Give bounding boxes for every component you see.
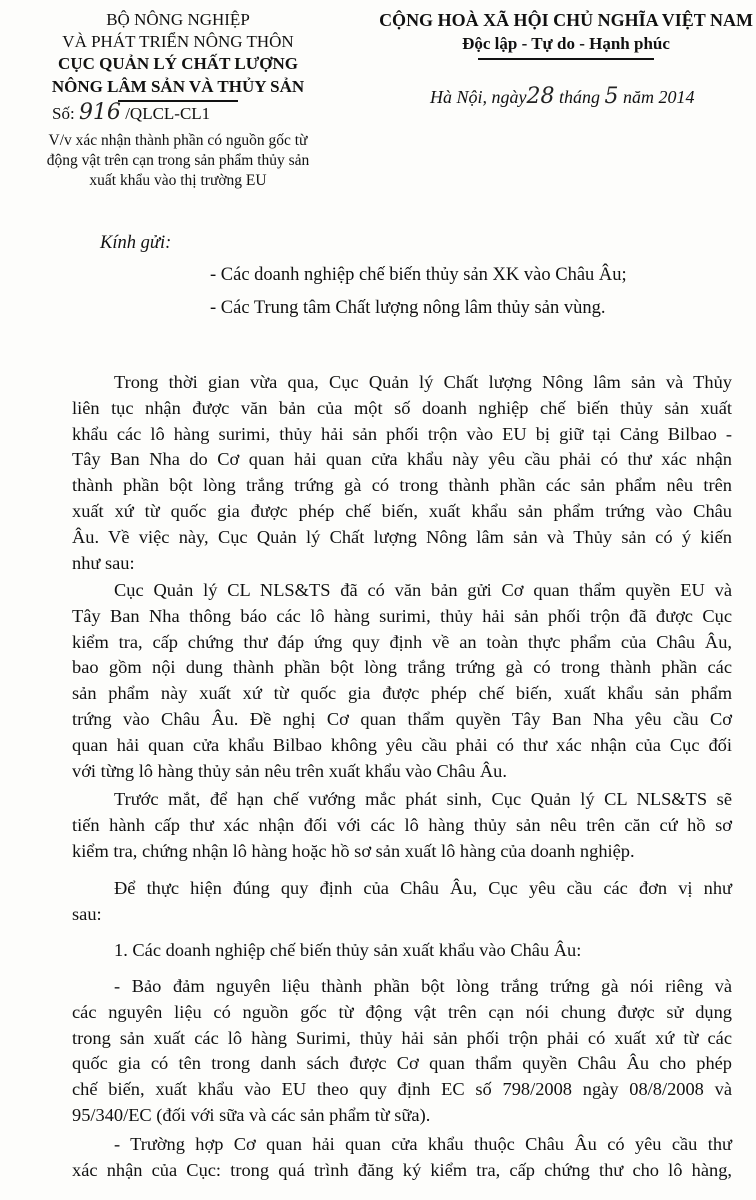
text-line: sau: xyxy=(72,903,102,924)
department-name-line2: NÔNG LÂM SẢN VÀ THỦY SẢN xyxy=(51,77,305,96)
document-number xyxy=(52,100,211,125)
subject-line2: động vật trên cạn trong sản phẩm thủy sản xyxy=(46,152,310,169)
date-place: Hà Nội, ngày xyxy=(430,87,527,107)
text-line: Tây Ban Nha thông báo các lô hàng surimi, thủy hải sản phối trộn đã được Cục xyxy=(72,605,732,626)
text-line: quốc gia có tên trong danh sách được Cơ quan thẩm quyền Châu Âu cho phép xyxy=(72,1053,732,1074)
ministry-name-line2: VÀ PHÁT TRIỂN NÔNG THÔN xyxy=(62,32,294,51)
paragraph-3 xyxy=(72,787,732,864)
text-line: Trong thời gian vừa qua, Cục Quản lý Chất lượng Nông lâm sản và Thủy xyxy=(114,372,732,392)
text-line: trứng vào Châu Âu. Đề nghị Cơ quan thẩm quyền Tây Ban Nha yêu cầu Cơ xyxy=(72,708,732,729)
text-line: các nguyên liệu có nguồn gốc từ động vật trên cạn nói chung được sử dụng xyxy=(72,1001,732,1022)
text-line: thành phần bột lòng trắng trứng gà có trong thành phần các sản phẩm nêu trên xyxy=(72,475,732,496)
text-line: kiểm tra, chứng nhận lô hàng hoặc hồ sơ sản xuất lô hàng của doanh nghiệp. xyxy=(72,840,635,861)
text-line: 1. Các doanh nghiệp chế biến thủy sản xuất khẩu vào Châu Âu: xyxy=(114,940,582,960)
department-name-line1: CỤC QUẢN LÝ CHẤT LƯỢNG xyxy=(58,54,298,73)
number-suffix: /QLCL-CL1 xyxy=(125,104,211,123)
text-line: xuất xứ từ quốc gia được phép chế biến, xuất khẩu sản phẩm trứng vào Châu xyxy=(72,500,732,521)
text-line: với từng lô hàng thủy sản nêu trên xuất khẩu vào Châu Âu. xyxy=(72,760,507,781)
date-year: năm 2014 xyxy=(623,87,695,107)
section-1-heading xyxy=(72,938,732,964)
text-line: Cục Quản lý CL NLS&TS đã có văn bản gửi Cơ quan thẩm quyền EU và xyxy=(114,580,732,600)
text-line: - Trường hợp Cơ quan hải quan cửa khẩu thuộc Châu Âu có yêu cầu thư xyxy=(114,1134,732,1154)
text-line: 95/340/EC (đối với sữa và các sản phẩm từ sữa). xyxy=(72,1104,431,1125)
text-line: Để thực hiện đúng quy định của Châu Âu, Cục yêu cầu các đơn vị như xyxy=(114,878,732,898)
paragraph-2 xyxy=(72,578,732,784)
text-line: liên tục nhận được văn bản của một số doanh nghiệp chế biến thủy sản xuất xyxy=(72,397,732,418)
text-line: xác nhận của Cục: trong quá trình đăng ký kiểm tra, cấp chứng thư cho lô hàng, xyxy=(72,1159,732,1180)
text-line: Âu. Về việc này, Cục Quản lý Chất lượng Nông lâm sản và Thủy sản có ý kiến xyxy=(72,526,732,547)
text-line: như sau: xyxy=(72,552,135,573)
text-line: khẩu các lô hàng surimi, thủy hải sản phối trộn vào EU bị giữ tại Cảng Bilbao - xyxy=(72,423,732,444)
text-line: tiến hành cấp thư xác nhận đối với các lô hàng thủy sản nêu trên căn cứ hồ sơ xyxy=(72,814,732,835)
date-month-label: tháng xyxy=(559,87,601,107)
paragraph-6 xyxy=(72,1132,732,1184)
salutation: Kính gửi: xyxy=(100,233,172,253)
number-handwritten: 916 xyxy=(78,100,121,125)
place-and-date xyxy=(430,84,695,109)
ministry-name-line1: BỘ NÔNG NGHIỆP xyxy=(106,10,250,29)
text-line: quan hải quan cửa khẩu Bilbao không yêu cầu phải có thư xác nhận của Cục đối xyxy=(72,734,732,755)
number-prefix: Số: xyxy=(52,104,75,123)
date-month-handwritten: 5 xyxy=(604,84,619,109)
recipient-2: - Các Trung tâm Chất lượng nông lâm thủy sản vùng. xyxy=(210,298,606,318)
text-line: bao gồm nội dung thành phần bột lòng trắng trứng gà có trong thành phần các xyxy=(72,657,732,678)
text-line: trong sản xuất các lô hàng Surimi, thủy hải sản phối trộn phải có xuất xứ từ các xyxy=(72,1027,732,1048)
national-motto: Độc lập - Tự do - Hạnh phúc xyxy=(462,34,670,53)
text-line: Tây Ban Nha do Cơ quan hải quan cửa khẩu này yêu cầu phải có thư xác nhận xyxy=(72,449,732,470)
nation-title: CỘNG HOÀ XÃ HỘI CHỦ NGHĨA VIỆT NAM xyxy=(379,10,753,30)
text-line: chế biến, xuất khẩu vào EU theo quy định EC số 798/2008 ngày 08/8/2008 và xyxy=(72,1079,732,1100)
paragraph-5 xyxy=(72,974,732,1129)
text-line: - Bảo đảm nguyên liệu thành phần bột lòng trắng trứng gà nói riêng và xyxy=(114,976,732,996)
header-left-underline xyxy=(118,100,238,102)
subject-line1: V/v xác nhận thành phần có nguồn gốc từ xyxy=(48,132,308,149)
paragraph-1 xyxy=(72,370,732,576)
text-line: sản phẩm này xuất xứ từ quốc gia được phép chế biến, xuất khẩu sản phẩm xyxy=(72,683,732,704)
recipient-1: - Các doanh nghiệp chế biến thủy sản XK vào Châu Âu; xyxy=(210,265,627,285)
text-line: Trước mắt, để hạn chế vướng mắc phát sinh, Cục Quản lý CL NLS&TS sẽ xyxy=(114,789,732,809)
subject-line3: xuất khẩu vào thị trường EU xyxy=(89,172,267,189)
text-line: kiểm tra, cấp chứng thư đáp ứng quy định về an toàn thực phẩm của Châu Âu, xyxy=(72,631,732,652)
paragraph-4 xyxy=(72,876,732,928)
motto-underline xyxy=(478,58,654,60)
date-day-handwritten: 28 xyxy=(526,84,555,109)
